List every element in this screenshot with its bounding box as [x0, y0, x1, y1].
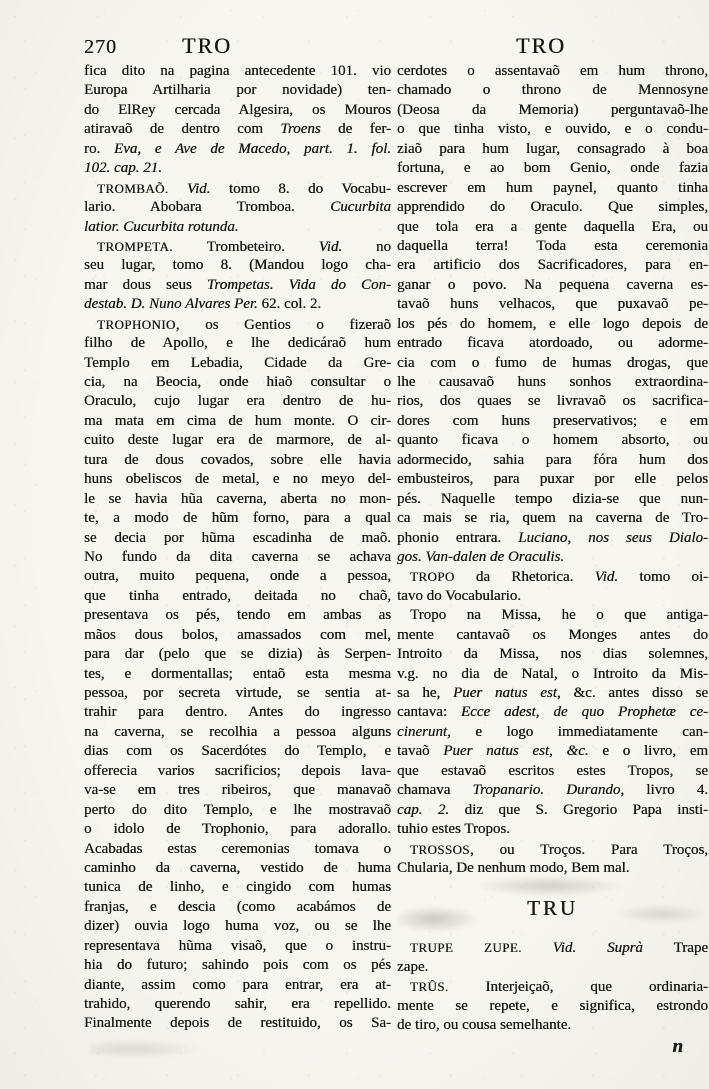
text-line [397, 354, 708, 373]
text-segment: TRUPE ZUPE. [410, 940, 553, 956]
text-segment: ca mais se ria, quem na caverna de Tro- [397, 510, 708, 527]
text-line [397, 218, 708, 237]
text-line [84, 859, 391, 878]
text-line [397, 256, 708, 275]
text-segment: o idolo de Trophonio, para adorallo. [84, 821, 391, 838]
text-segment: pés. Naquelle tempo dizia-se que nun- [397, 490, 708, 507]
text-line [84, 334, 391, 353]
text-line [397, 997, 708, 1016]
text-segment: que tola era a gente daquella Era, ou [397, 218, 708, 235]
text-line [84, 840, 391, 859]
text-segment: Europa Artilharia por novidade) ten- [84, 82, 391, 99]
text-segment: tavaõ huns velhacos, que puxavaõ pe- [397, 296, 708, 313]
text-line [84, 276, 391, 295]
text-segment: tavaõ [397, 743, 444, 760]
text-line [84, 470, 391, 489]
text-segment: chamado o throno de Mennosyne [397, 82, 708, 99]
text-line [397, 977, 708, 996]
text-segment: diz que S. Gregorio Papa insti- [449, 801, 708, 818]
text-line [84, 159, 391, 178]
text-line [397, 1016, 708, 1035]
text-line [397, 315, 708, 334]
text-segment: Luciano, nos seus Dialo- [518, 529, 708, 546]
text-line [397, 334, 708, 353]
text-line [397, 859, 708, 878]
text-segment: phonio entrara. [397, 529, 519, 546]
text-segment: o que tinha visto, e ouvido, e o condu- [397, 121, 708, 138]
text-line [397, 373, 708, 392]
text-segment: que estavaõ escritos estes Tropos, se [397, 762, 708, 779]
text-segment: TROMPETA. [97, 238, 207, 254]
catchword: n [672, 1036, 683, 1057]
text-line [397, 665, 708, 684]
text-line [84, 626, 391, 645]
column-left [84, 62, 391, 1034]
text-segment: Chularia, De nenhum modo, Bem mal. [397, 859, 630, 876]
text-line [397, 392, 708, 411]
text-line [397, 62, 708, 81]
text-segment: tunica de linho, e cingido com humas [84, 879, 391, 896]
text-segment: TRÛS. [410, 979, 449, 995]
text-segment: lhe causavaõ huns sonhos extraordina- [397, 374, 708, 390]
text-line [84, 548, 391, 567]
text-segment: de fer- [320, 121, 391, 138]
text-segment: Vid. [186, 180, 211, 197]
text-segment: tomo 8. do Vocabu- [210, 180, 391, 197]
text-line [84, 762, 391, 781]
text-segment: fica dito na pagina antecedente 101. vio [84, 63, 391, 79]
text-line [84, 256, 391, 275]
text-segment: cuito deste lugar era de marmore, de al- [84, 432, 391, 449]
text-segment: offerecia varios sacrificios; depois lava- [84, 762, 391, 779]
text-segment: da Rhetorica. [454, 569, 595, 586]
text-line [397, 567, 708, 586]
text-segment: Trombeteiro. [206, 238, 319, 255]
text-segment: tura de dous covados, sobre elle havia [84, 451, 391, 468]
column-right [397, 62, 708, 1036]
text-line [397, 958, 708, 977]
text-line [397, 820, 708, 839]
text-line [397, 626, 708, 645]
text-line [84, 140, 391, 159]
text-segment: escrever em hum paynel, quanto tinha [397, 179, 708, 196]
text-line [84, 820, 391, 839]
text-line [84, 956, 391, 975]
text-line [84, 1014, 391, 1033]
text-segment: cerdotes o assentavaõ em hum throno, [397, 63, 708, 79]
text-segment: pessoa, por secreta virtude, se sentia at- [84, 685, 391, 701]
text-segment: TROMBAÕ. [97, 180, 187, 196]
text-segment: cia com o fumo de humas drogas, que [397, 354, 708, 371]
text-segment: , ou Troços. Para Troços, [469, 841, 708, 858]
text-line [84, 878, 391, 897]
text-segment: , livro 4. [620, 782, 708, 799]
text-segment: sa he, [397, 685, 453, 701]
text-line [84, 218, 391, 237]
text-segment: Trompetas. Vida do Con- [206, 276, 391, 293]
text-segment: chamava [397, 782, 473, 799]
text-line [84, 451, 391, 470]
text-segment: 102. cap. 21. [84, 160, 162, 177]
text-segment: los pés do homem, e elle logo depois de [397, 315, 708, 332]
text-line [84, 431, 391, 450]
text-line [397, 587, 708, 606]
text-line [84, 237, 391, 256]
text-segment: mente se repete, e significa, estrondo [397, 997, 708, 1014]
text-segment: entrado ficava atordoado, ou adorme- [397, 335, 708, 352]
text-segment: Ecce adest, de quo Prophetæ ce- [460, 704, 708, 721]
text-line [84, 509, 391, 528]
text-line [397, 276, 708, 295]
text-segment: do ElRey cercada Algesira, os Mouros [84, 101, 391, 118]
text-segment: mente cantavaõ os Monges antes do [397, 626, 708, 643]
text-segment: Finalmente depois de restituido, os Sa- [84, 1015, 391, 1032]
text-line [397, 509, 708, 528]
text-segment: Suprà [607, 940, 643, 957]
text-segment: huns obeliscos de metal, e no meyo del- [84, 471, 391, 488]
text-line [84, 587, 391, 606]
text-line [397, 529, 708, 548]
text-segment: te, a modo de hũm forno, para a qual [84, 510, 391, 527]
text-segment: le se havia hũa caverna, aberta no mon- [84, 490, 391, 507]
text-line [397, 645, 708, 664]
text-segment: hia do futuro; sahindo pois com os pés [84, 957, 391, 974]
text-segment: destab. D. Nuno Alvares Per. [84, 296, 258, 313]
text-segment: cia, na Beocia, onde hiaõ consultar o [84, 374, 391, 390]
spacer [397, 878, 708, 894]
text-segment: , e logo immediatamente can- [447, 723, 708, 740]
text-segment: atiravaõ de dentro com [84, 121, 281, 138]
text-segment: quanto ficava o homem absorto, ou [397, 432, 708, 449]
text-segment: cinerunt [397, 723, 447, 740]
text-segment: rios, dos quaes se livravaõ os sacrifica- [397, 393, 708, 410]
text-segment: Vid. [594, 569, 619, 586]
text-line [397, 684, 708, 703]
text-segment: 62. col. 2. [257, 296, 322, 313]
text-segment: tuhio estes Tropos. [397, 821, 510, 838]
text-segment: franjas, e descia (como acabámos de [84, 898, 391, 915]
text-line [84, 606, 391, 625]
text-line [84, 898, 391, 917]
text-line [84, 801, 391, 820]
text-segment: perto do dito Templo, e lhe mostravaõ [84, 801, 391, 818]
text-line [397, 703, 708, 722]
text-line [84, 101, 391, 120]
text-segment: embusteiros, para puxar por elle pelos [397, 471, 708, 488]
text-segment: Eva, e Ave de Macedo, part. 1. fol. [113, 140, 391, 157]
text-segment: de tiro, ou cousa semelhante. [397, 1017, 572, 1034]
text-line [397, 237, 708, 256]
text-line [84, 567, 391, 586]
text-segment: se decia por hũma escadinha de maõ. [84, 529, 391, 546]
text-segment: tavo do Vocabulario. [397, 587, 522, 604]
spacer [397, 922, 708, 938]
text-line [397, 140, 708, 159]
text-segment: Vid. [552, 940, 577, 957]
text-segment: TROSSOS [410, 841, 470, 857]
text-segment: era artificio dos Sacrificadores, para en- [397, 257, 708, 274]
text-line [397, 762, 708, 781]
text-segment: tes, e dormentallas; entaõ esta mesma [84, 665, 391, 682]
text-segment: filho de Apollo, e lhe dedicáraõ hum [84, 335, 391, 352]
text-segment: cap. 2. [397, 801, 450, 818]
text-segment: Cucurbita [330, 199, 391, 216]
text-segment: va-se em tres ribeiros, que manavaõ [84, 782, 391, 799]
text-segment [576, 940, 607, 956]
text-line [84, 315, 391, 334]
text-segment: que tinha entrado, deitada no chaõ, [84, 587, 391, 604]
text-line [84, 490, 391, 509]
text-segment: TROPO [410, 569, 455, 585]
text-segment: trahido, querendo sahir, era repellido. [84, 996, 391, 1012]
text-line [397, 81, 708, 100]
text-segment: &c. [566, 743, 589, 760]
text-segment: seu lugar, tomo 8. (Mandou logo cha- [84, 257, 391, 274]
text-segment: dizer) ouvia logo huma voz, ou se lhe [84, 918, 391, 935]
text-segment: caminho da caverna, vestido de huma [84, 859, 391, 876]
text-line [397, 431, 708, 450]
text-line [397, 606, 708, 625]
text-line [84, 995, 391, 1014]
text-segment: dias com os Sacerdótes do Templo, e [84, 743, 391, 760]
text-line [397, 179, 708, 198]
text-line [84, 62, 391, 81]
text-segment: Trape [642, 940, 708, 957]
text-segment: Interjeiçaõ, que ordinaria- [448, 979, 708, 996]
text-segment: gos. Van-dalen de Oraculis. [397, 548, 565, 565]
text-line [397, 490, 708, 509]
text-segment: tomo oi- [618, 569, 709, 586]
text-line [397, 412, 708, 431]
text-segment: zape. [397, 958, 429, 975]
text-segment: , [549, 743, 567, 760]
text-segment: adormecido, sahia para fóra hum dos [397, 451, 708, 468]
text-line [84, 179, 391, 198]
text-line [84, 198, 391, 217]
text-segment: trahir para dentro. Antes do ingresso [84, 704, 391, 721]
text-segment: Vid. [318, 238, 343, 255]
text-segment: latior. Cucurbita rotunda. [84, 218, 239, 235]
text-line [84, 120, 391, 139]
text-line [84, 976, 391, 995]
running-head-left: TRO [182, 33, 232, 58]
text-line [397, 723, 708, 742]
text-segment: dores com huns preservativos; e em [397, 412, 708, 429]
text-line [84, 529, 391, 548]
text-line [397, 548, 708, 567]
text-segment: Introito da Missa, nos dias solemnes, [397, 646, 708, 663]
text-line [84, 781, 391, 800]
text-line [84, 742, 391, 761]
text-segment: mar dous seus [84, 276, 207, 293]
text-segment: fortuna, e ao bom Genio, onde fazia [397, 160, 708, 177]
text-segment: Troens [280, 121, 321, 138]
text-line [397, 742, 708, 761]
text-line [84, 723, 391, 742]
page-number: 270 [84, 36, 117, 58]
text-line [84, 373, 391, 392]
text-line [84, 703, 391, 722]
text-segment: Tropo na Missa, he o que antiga- [410, 607, 708, 624]
text-segment: v.g. no dia de Natal, o Introito da Mis- [397, 665, 708, 682]
text-segment: , os Gentios o fizeraõ [175, 316, 391, 333]
text-segment: ro. [84, 140, 114, 157]
text-line [397, 781, 708, 800]
text-line [84, 412, 391, 431]
text-segment: Puer natus est [443, 743, 549, 760]
text-line [84, 917, 391, 936]
text-line [84, 937, 391, 956]
running-head-right: TRO [516, 33, 566, 58]
text-segment: Puer natus est [452, 685, 557, 701]
text-segment: na caverna, se recolhia a pessoa alguns [84, 723, 391, 740]
text-segment: daquella terra! Toda esta ceremonia [397, 237, 708, 254]
text-line [397, 801, 708, 820]
text-segment: outra, muito pequena, onde a pessoa, [84, 568, 391, 585]
text-segment: ganar o povo. Na pequena caverna es- [397, 276, 708, 293]
text-line [84, 645, 391, 664]
text-line [397, 470, 708, 489]
text-segment: No fundo da dita caverna se achava [84, 548, 391, 565]
text-segment: ma mata em cima de hum monte. O cir- [84, 412, 391, 429]
text-segment: cantava: [397, 704, 461, 721]
text-line [397, 198, 708, 217]
text-line [397, 159, 708, 178]
text-segment: TROPHONIO [97, 316, 176, 332]
section-heading: TRU [527, 896, 578, 921]
text-segment: e o livro, em [588, 743, 709, 760]
text-line [397, 840, 708, 859]
text-segment: ziaõ para hum lugar, consagrado à boa [397, 140, 708, 157]
text-segment: Templo em Lebadia, Cidade da Gre- [84, 354, 391, 371]
text-line [397, 101, 708, 120]
text-line [84, 295, 391, 314]
text-line [84, 665, 391, 684]
text-segment: mãos dous bolos, amassados com mel, [84, 626, 391, 643]
text-line [397, 295, 708, 314]
text-segment: Oraculo, cujo lugar era dentro de hu- [84, 393, 391, 410]
text-segment: Tropanario. Durando [472, 782, 621, 799]
text-segment: diante, assim como para entrar, era at- [84, 976, 391, 993]
text-line [397, 938, 708, 957]
text-segment: (Deosa da Memoria) perguntavaõ-lhe [397, 101, 708, 118]
text-line [84, 684, 391, 703]
text-segment: Acabadas estas ceremonias tomava o [84, 840, 391, 857]
text-segment: lario. Abobara Tromboa. [84, 199, 331, 216]
bleedthrough-smudge [90, 1040, 200, 1058]
text-segment: no [342, 238, 391, 255]
text-line [397, 120, 708, 139]
text-line [84, 392, 391, 411]
text-line [84, 354, 391, 373]
text-line [397, 451, 708, 470]
text-segment: , &c. antes disso se [556, 685, 709, 701]
text-line [84, 81, 391, 100]
text-segment: apprendido do Oraculo. Que simples, [397, 199, 708, 216]
text-segment: presentava os pés, tendo em ambas as [84, 607, 391, 624]
text-segment: para dar (pelo que se dizia) às Serpen- [84, 646, 391, 663]
text-segment: representava hũma visaõ, que o instru- [84, 937, 391, 954]
